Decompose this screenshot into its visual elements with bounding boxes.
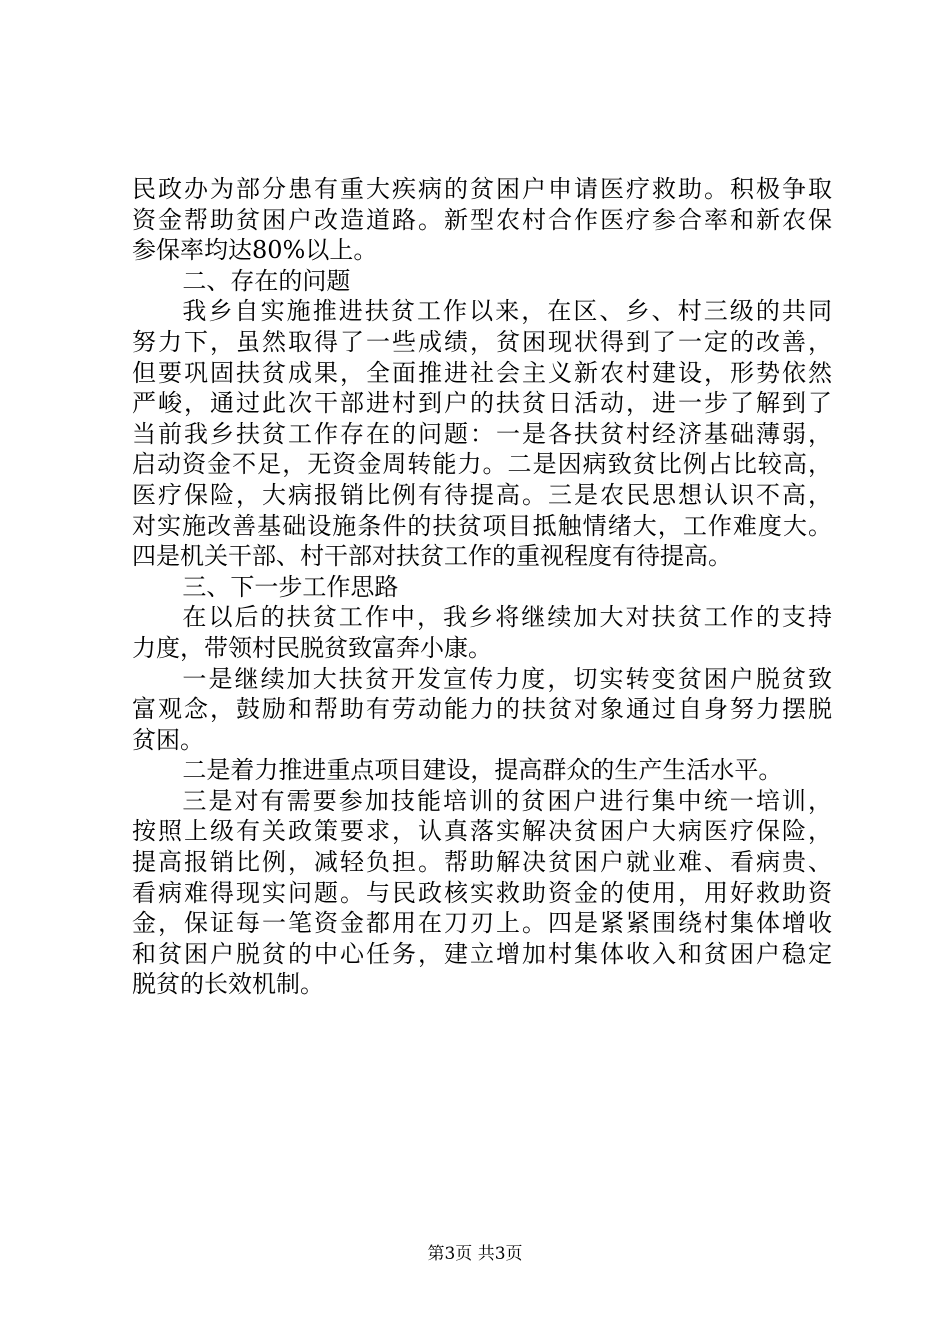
text-line: 富观念，鼓励和帮助有劳动能力的扶贫对象通过自身努力摆脱 — [132, 695, 832, 724]
text-line: 对实施改善基础设施条件的扶贫项目抵触情绪大，工作难度大。 — [132, 511, 832, 540]
text-line: 二、存在的问题 — [182, 266, 351, 295]
text-line: 资金帮助贫困户改造道路。新型农村合作医疗参合率和新农保 — [132, 205, 832, 234]
text-line: 在以后的扶贫工作中，我乡将继续加大对扶贫工作的支持 — [182, 603, 832, 632]
text-line: 和贫困户脱贫的中心任务，建立增加村集体收入和贫困户稳定 — [132, 939, 832, 968]
page-footer: 第3页 共3页 — [427, 1244, 523, 1264]
text-line: 一是继续加大扶贫开发宣传力度，切实转变贫困户脱贫致 — [182, 664, 832, 693]
text-line: 民政办为部分患有重大疾病的贫困户申请医疗救助。积极争取 — [132, 175, 832, 203]
text-line: 贫困。 — [132, 725, 204, 754]
text-line: 严峻，通过此次干部进村到户的扶贫日活动，进一步了解到了 — [132, 389, 832, 418]
text-line: 当前我乡扶贫工作存在的问题：一是各扶贫村经济基础薄弱， — [132, 419, 832, 448]
text-line: 医疗保险，大病报销比例有待提高。三是农民思想认识不高， — [132, 480, 832, 509]
document-body — [132, 174, 832, 1000]
text-line: 提高报销比例，减轻负担。帮助解决贫困户就业难、看病贵、 — [132, 848, 832, 877]
text-line: 看病难得现实问题。与民政核实救助资金的使用，用好救助资 — [132, 878, 832, 907]
text-line: 三、下一步工作思路 — [182, 572, 399, 601]
text-line: 我乡自实施推进扶贫工作以来，在区、乡、村三级的共同 — [182, 297, 832, 326]
text-line: 四是机关干部、村干部对扶贫工作的重视程度有待提高。 — [132, 542, 732, 571]
text-line: 二是着力推进重点项目建设，提高群众的生产生活水平。 — [182, 756, 783, 785]
text-line: 金，保证每一笔资金都用在刀刃上。四是紧紧围绕村集体增收 — [132, 909, 832, 938]
text-line: 脱贫的长效机制。 — [132, 970, 324, 999]
text-line: 努力下，虽然取得了一些成绩，贫困现状得到了一定的改善， — [132, 327, 832, 356]
text-line: 按照上级有关政策要求，认真落实解决贫困户大病医疗保险， — [132, 817, 832, 846]
text-line: 三是对有需要参加技能培训的贫困户进行集中统一培训， — [182, 786, 832, 815]
text-line: 启动资金不足，无资金周转能力。二是因病致贫比例占比较高， — [132, 450, 832, 479]
text-line: 力度，带领村民脱贫致富奔小康。 — [132, 633, 492, 662]
text-line: 但要巩固扶贫成果，全面推进社会主义新农村建设，形势依然 — [132, 358, 832, 387]
text-line: 参保率均达80%以上。 — [132, 236, 378, 265]
